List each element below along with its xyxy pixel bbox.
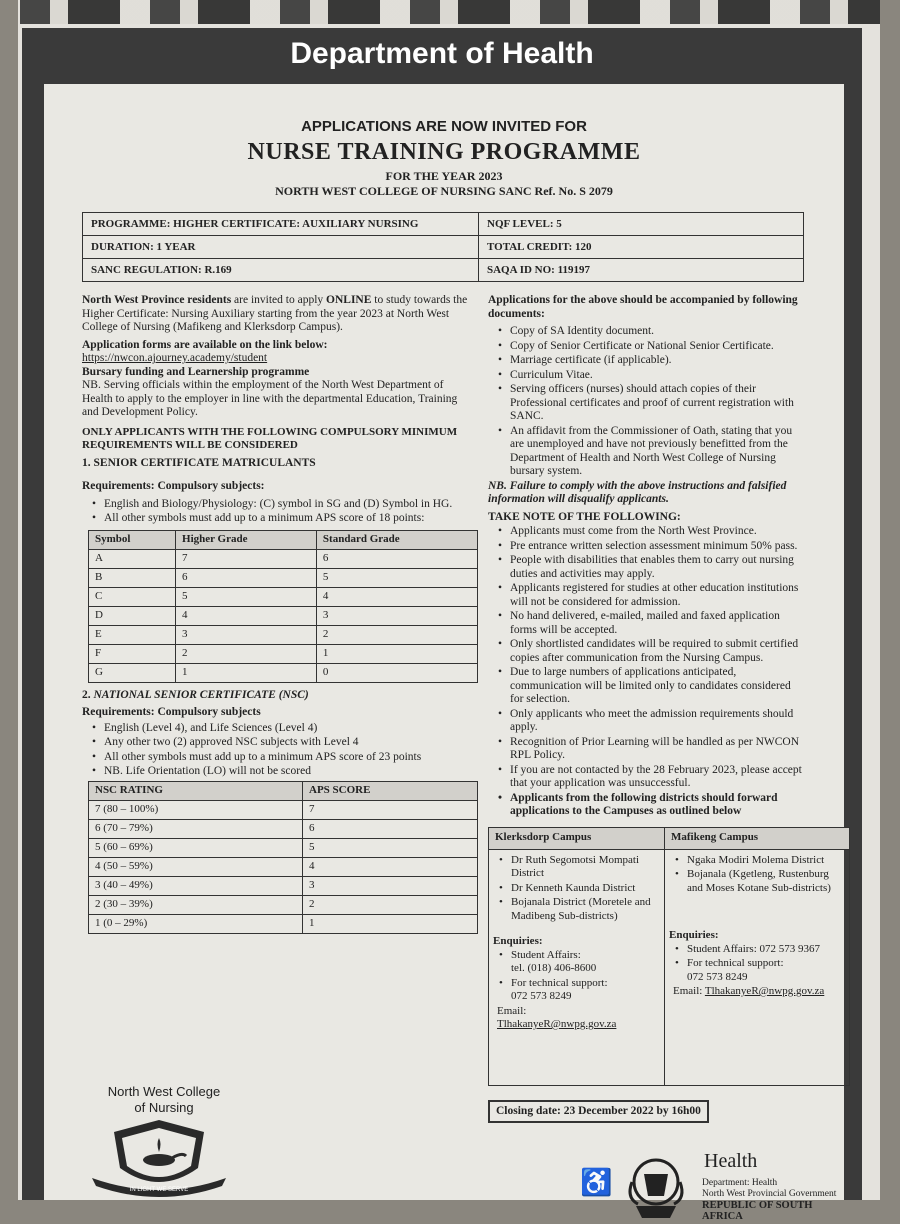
table-cell: 5 xyxy=(176,587,317,606)
symbol-table xyxy=(88,530,478,683)
m-email-link[interactable]: TlhakanyeR@nwpg.gov.za xyxy=(704,985,825,997)
health-wordmark: Health xyxy=(704,1150,758,1172)
list-item: • Applicants registered for studies at other education institutions will not be considered for admission. xyxy=(496,582,806,609)
left-column xyxy=(82,294,472,934)
section1-heading: 1. SENIOR CERTIFICATE MATRICULANTS xyxy=(82,456,316,469)
intro-rest: to study towards the Higher Certificate: Nursing Auxiliary starting from the year 2023 at North West College of Nursing (Mafikeng and Klerksdorp Campus). xyxy=(82,294,468,333)
logo-line2: of Nursing xyxy=(134,1100,194,1115)
list-item: • No hand delivered, e-mailed, mailed and faxed application forms will be accepted. xyxy=(496,610,806,637)
list-item: • Only applicants who meet the admission requirements should apply. xyxy=(496,708,806,735)
k-email-label: Email: xyxy=(497,1004,527,1017)
college-logo xyxy=(84,1084,244,1203)
table-cell: 5 (60 – 69%) xyxy=(89,838,303,857)
programme-cell: PROGRAMME: HIGHER CERTIFICATE: AUXILIARY NURSING xyxy=(83,213,479,236)
klerksdorp-heading: Klerksdorp Campus xyxy=(489,827,665,849)
mafikeng-enquiries: Enquiries: xyxy=(669,929,719,941)
list-item xyxy=(497,949,660,976)
year-heading: FOR THE YEAR 2023 xyxy=(385,169,503,183)
table-cell: 5 xyxy=(316,568,477,587)
list-item xyxy=(497,977,660,1004)
application-link[interactable]: https://nwcon.ajourney.academy/student xyxy=(82,352,268,364)
list-item: • Copy of SA Identity document. xyxy=(496,325,806,339)
k-tech: For technical support: xyxy=(511,976,608,989)
req2-list xyxy=(82,722,472,779)
table-cell: B xyxy=(89,568,176,587)
bursary-heading: Bursary funding and Learnership programme xyxy=(82,365,310,378)
logo-line1: North West College xyxy=(107,1084,221,1099)
intro-lead: North West Province residents xyxy=(82,294,232,306)
college-crest-icon xyxy=(84,1116,234,1198)
logo-motto: IN LIGHT WE SERVE xyxy=(129,1187,189,1193)
table-cell: 3 (40 – 49%) xyxy=(89,876,303,895)
list-item: • People with disabilities that enables them to carry out nursing duties and activities may apply. xyxy=(496,554,806,581)
footer-line2: North West Provincial Government xyxy=(702,1189,837,1199)
only-applicants-heading: ONLY APPLICANTS WITH THE FOLLOWING COMPULSORY MINIMUM REQUIREMENTS WILL BE CONSIDERED xyxy=(82,425,458,451)
closing-date: Closing date: 23 December 2022 by 16h00 xyxy=(488,1100,709,1124)
docs-list xyxy=(488,325,806,479)
table-cell: F xyxy=(89,644,176,663)
table-row xyxy=(89,606,478,625)
nb-failure: NB. Failure to comply with the above instructions and falsified information will disqualify applicants. xyxy=(488,479,787,505)
table-header: Symbol xyxy=(89,530,176,549)
klerksdorp-cell xyxy=(489,849,665,1085)
invite-heading: APPLICATIONS ARE NOW INVITED FOR xyxy=(301,118,587,135)
section2-num: 2. xyxy=(82,688,94,701)
wheelchair-icon: ♿ xyxy=(580,1168,613,1197)
list-item: • Applicants from the following districts should forward applications to the Campuses as outlined below xyxy=(496,792,806,819)
college-heading: NORTH WEST COLLEGE OF NURSING SANC Ref. No. S 2079 xyxy=(275,184,613,198)
table-row xyxy=(89,838,478,857)
table-row xyxy=(89,800,478,819)
list-item: • Serving officers (nurses) should attach copies of their Professional certificates and proof of current registration with SANC. xyxy=(496,383,806,424)
list-item: • All other symbols must add up to a minimum APS score of 23 points xyxy=(90,751,472,765)
table-row xyxy=(89,587,478,606)
k-tel: tel. (018) 406-8600 xyxy=(511,962,597,974)
footer-line3: REPUBLIC OF SOUTH AFRICA xyxy=(702,1200,813,1222)
table-row xyxy=(89,857,478,876)
table-cell: 2 (30 – 39%) xyxy=(89,895,303,914)
nsc-table xyxy=(88,781,478,934)
table-cell: 7 xyxy=(176,549,317,568)
table-header: APS SCORE xyxy=(303,781,478,800)
table-cell: A xyxy=(89,549,176,568)
coat-of-arms-icon xyxy=(620,1152,692,1224)
klerksdorp-enquiries: Enquiries: xyxy=(493,935,543,947)
intro-paragraph xyxy=(82,294,472,335)
table-cell: 2 xyxy=(316,625,477,644)
sanc-cell: SANC REGULATION: R.169 xyxy=(83,259,479,282)
table-row xyxy=(89,914,478,933)
list-item: • Curriculum Vitae. xyxy=(496,369,806,383)
m-email-row xyxy=(673,985,845,999)
list-item: • Dr Ruth Segomotsi Mompati District xyxy=(497,854,660,881)
list-item: • English and Biology/Physiology: (C) symbol in SG and (D) Symbol in HG. xyxy=(90,498,472,512)
table-cell: 2 xyxy=(303,895,478,914)
list-item: • Bojanala (Kgetleng, Rustenburg and Moses Kotane Sub-districts) xyxy=(673,868,845,895)
table-row xyxy=(89,625,478,644)
k-tech-num: 072 573 8249 xyxy=(511,990,572,1002)
table-cell: 3 xyxy=(176,625,317,644)
health-branding xyxy=(580,1144,844,1222)
table-cell: 4 (50 – 59%) xyxy=(89,857,303,876)
right-column xyxy=(488,294,831,1123)
take-note-heading: TAKE NOTE OF THE FOLLOWING: xyxy=(488,510,681,523)
programme-table xyxy=(82,212,804,282)
req1-heading: Requirements: Compulsory subjects: xyxy=(82,480,265,492)
footer-lines xyxy=(702,1178,844,1222)
list-item: • All other symbols must add up to a minimum APS score of 18 points: xyxy=(90,512,472,526)
req1-list xyxy=(82,498,472,526)
table-cell: 3 xyxy=(316,606,477,625)
m-tech-num: 072 573 8249 xyxy=(687,970,748,983)
table-cell: 4 xyxy=(176,606,317,625)
nb-serving-officials: NB. Serving officials within the employment of the North West Department of Health to apply to the employer in line with the departmental Education, Training and Development Policy. xyxy=(82,379,458,418)
list-item: • Copy of Senior Certificate or National Senior Certificate. xyxy=(496,340,806,354)
intro-online: ONLINE xyxy=(326,294,372,306)
table-cell: D xyxy=(89,606,176,625)
department-title: Department of Health xyxy=(290,37,594,70)
table-cell: 1 xyxy=(176,663,317,682)
list-item: • NB. Life Orientation (LO) will not be scored xyxy=(90,765,472,779)
table-cell: E xyxy=(89,625,176,644)
m-tech: For technical support: xyxy=(687,957,784,969)
table-cell: 6 (70 – 79%) xyxy=(89,819,303,838)
table-cell: 0 xyxy=(316,663,477,682)
table-cell: 4 xyxy=(316,587,477,606)
list-item xyxy=(673,957,845,984)
list-item: • Student Affairs: 072 573 9367 xyxy=(673,943,845,957)
table-row xyxy=(89,876,478,895)
intro-mid: are invited to apply xyxy=(231,294,327,306)
list-item: • Marriage certificate (if applicable). xyxy=(496,354,806,368)
mafikeng-heading: Mafikeng Campus xyxy=(665,827,850,849)
table-header: NSC RATING xyxy=(89,781,303,800)
campus-table xyxy=(488,827,850,1086)
docs-heading: Applications for the above should be accompanied by following documents: xyxy=(488,294,798,320)
table-row xyxy=(89,549,478,568)
m-email-label: Email: xyxy=(673,985,705,997)
nqf-cell: NQF LEVEL: 5 xyxy=(479,213,804,236)
k-email-link[interactable]: TlhakanyeR@nwpg.gov.za xyxy=(497,1018,617,1030)
table-cell: 4 xyxy=(303,857,478,876)
table-cell: 1 xyxy=(303,914,478,933)
section2-heading xyxy=(82,689,472,703)
list-item: • Applicants must come from the North West Province. xyxy=(496,525,806,539)
newspaper-top-strip xyxy=(20,0,880,24)
table-header: Standard Grade xyxy=(316,530,477,549)
footer-line1: Department: Health xyxy=(702,1178,778,1188)
section2-title: NATIONAL SENIOR CERTIFICATE (NSC) xyxy=(93,688,309,701)
forms-heading: Application forms are available on the link below: xyxy=(82,338,328,351)
table-cell: C xyxy=(89,587,176,606)
table-cell: 5 xyxy=(303,838,478,857)
advert-body xyxy=(44,84,844,1222)
table-cell: 6 xyxy=(316,549,477,568)
programme-heading: NURSE TRAINING PROGRAMME xyxy=(247,139,641,165)
table-row xyxy=(89,568,478,587)
list-item: • Only shortlisted candidates will be required to submit certified copies after communication from the Nursing Campus. xyxy=(496,638,806,665)
table-header: Higher Grade xyxy=(176,530,317,549)
table-row xyxy=(89,644,478,663)
table-cell: 2 xyxy=(176,644,317,663)
table-row xyxy=(89,819,478,838)
list-item: • Bojanala District (Moretele and Madibeng Sub-districts) xyxy=(497,896,660,923)
advert-frame xyxy=(22,28,862,1222)
mafikeng-cell xyxy=(665,849,850,1085)
list-item: • Pre entrance written selection assessment minimum 50% pass. xyxy=(496,540,806,554)
list-item: • Recognition of Prior Learning will be handled as per NWCON RPL Policy. xyxy=(496,736,806,763)
list-item: • Dr Kenneth Kaunda District xyxy=(497,882,660,896)
duration-cell: DURATION: 1 YEAR xyxy=(83,236,479,259)
credit-cell: TOTAL CREDIT: 120 xyxy=(479,236,804,259)
table-cell: 6 xyxy=(303,819,478,838)
saqa-cell: SAQA ID NO: 119197 xyxy=(479,259,804,282)
list-item: • Due to large numbers of applications anticipated, communication will be limited only to candidates considered for selection. xyxy=(496,666,806,707)
req2-heading: Requirements: Compulsory subjects xyxy=(82,706,261,718)
list-item: • Ngaka Modiri Molema District xyxy=(673,854,845,868)
k-student-affairs: Student Affairs: xyxy=(511,948,581,961)
notes-list xyxy=(488,525,806,819)
table-cell: 7 xyxy=(303,800,478,819)
table-cell: 7 (80 – 100%) xyxy=(89,800,303,819)
table-row xyxy=(89,663,478,682)
list-item: • Any other two (2) approved NSC subjects with Level 4 xyxy=(90,736,472,750)
table-cell: 1 (0 – 29%) xyxy=(89,914,303,933)
table-cell: 3 xyxy=(303,876,478,895)
list-item: • If you are not contacted by the 28 February 2023, please accept that your application was unsuccessful. xyxy=(496,764,806,791)
table-cell: 1 xyxy=(316,644,477,663)
table-cell: G xyxy=(89,663,176,682)
table-row xyxy=(89,895,478,914)
list-item: • English (Level 4), and Life Sciences (Level 4) xyxy=(90,722,472,736)
list-item: • An affidavit from the Commissioner of Oath, stating that you are unemployed and have not previously benefitted from the Department of Health and North West College of Nursing bursary system. xyxy=(496,425,806,479)
table-cell: 6 xyxy=(176,568,317,587)
